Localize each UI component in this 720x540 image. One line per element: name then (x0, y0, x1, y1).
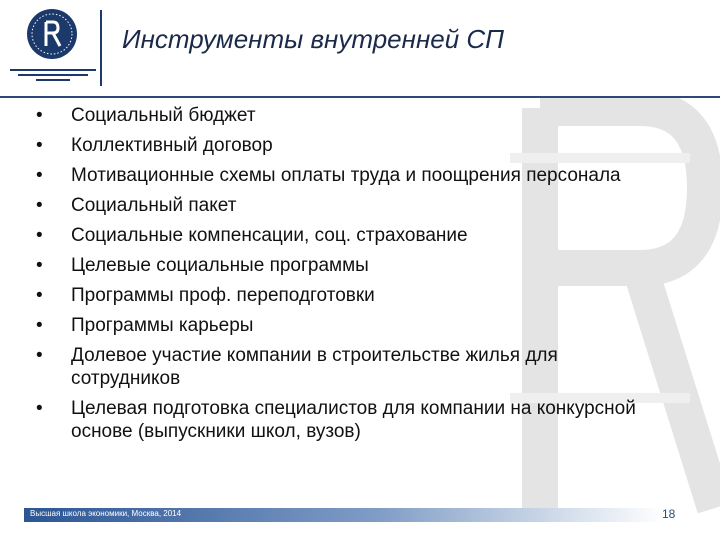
list-item-text: Коллективный договор (71, 135, 273, 156)
slide-title: Инструменты внутренней СП (122, 24, 505, 54)
bullet-icon: • (36, 195, 43, 216)
list-item-text: Целевые социальные программы (71, 255, 369, 276)
bullet-icon: • (36, 105, 43, 126)
bullet-icon: • (36, 225, 43, 246)
list-item-text: Социальный пакет (71, 195, 237, 216)
bullet-icon: • (36, 345, 43, 366)
hse-seal-icon (26, 8, 78, 60)
list-item (36, 194, 656, 217)
list-item-text: Социальный бюджет (71, 105, 256, 126)
list-item (36, 284, 656, 307)
slide-content (36, 104, 656, 450)
bullet-icon: • (36, 135, 43, 156)
list-item (36, 397, 656, 443)
hse-logo (8, 8, 98, 88)
bullet-icon: • (36, 398, 43, 419)
list-item-text: Социальные компенсации, соц. страхование (71, 225, 468, 246)
list-item-text: Программы карьеры (71, 315, 254, 336)
bullet-icon: • (36, 165, 43, 186)
page-number: 18 (662, 507, 676, 521)
list-item (36, 224, 656, 247)
slide-header (0, 0, 720, 96)
bullet-icon: • (36, 255, 43, 276)
list-item (36, 104, 656, 127)
footer-text: Высшая школа экономики, Москва, 2014 (30, 509, 182, 518)
list-item-text: Целевая подготовка специалистов для компании на конкурсной основе (выпускники школ, вузов) (71, 398, 636, 442)
bullet-list (36, 104, 656, 443)
bullet-icon: • (36, 315, 43, 336)
list-item (36, 164, 656, 187)
bullet-icon: • (36, 285, 43, 306)
header-divider (100, 10, 102, 86)
list-item (36, 254, 656, 277)
hse-logo-caption-graphic (8, 66, 98, 82)
list-item-text: Программы проф. переподготовки (71, 285, 375, 306)
list-item (36, 344, 656, 390)
list-item (36, 134, 656, 157)
list-item (36, 314, 656, 337)
list-item-text: Долевое участие компании в строительстве жилья для сотрудников (71, 345, 558, 389)
list-item-text: Мотивационные схемы оплаты труда и поощрения персонала (71, 165, 621, 186)
